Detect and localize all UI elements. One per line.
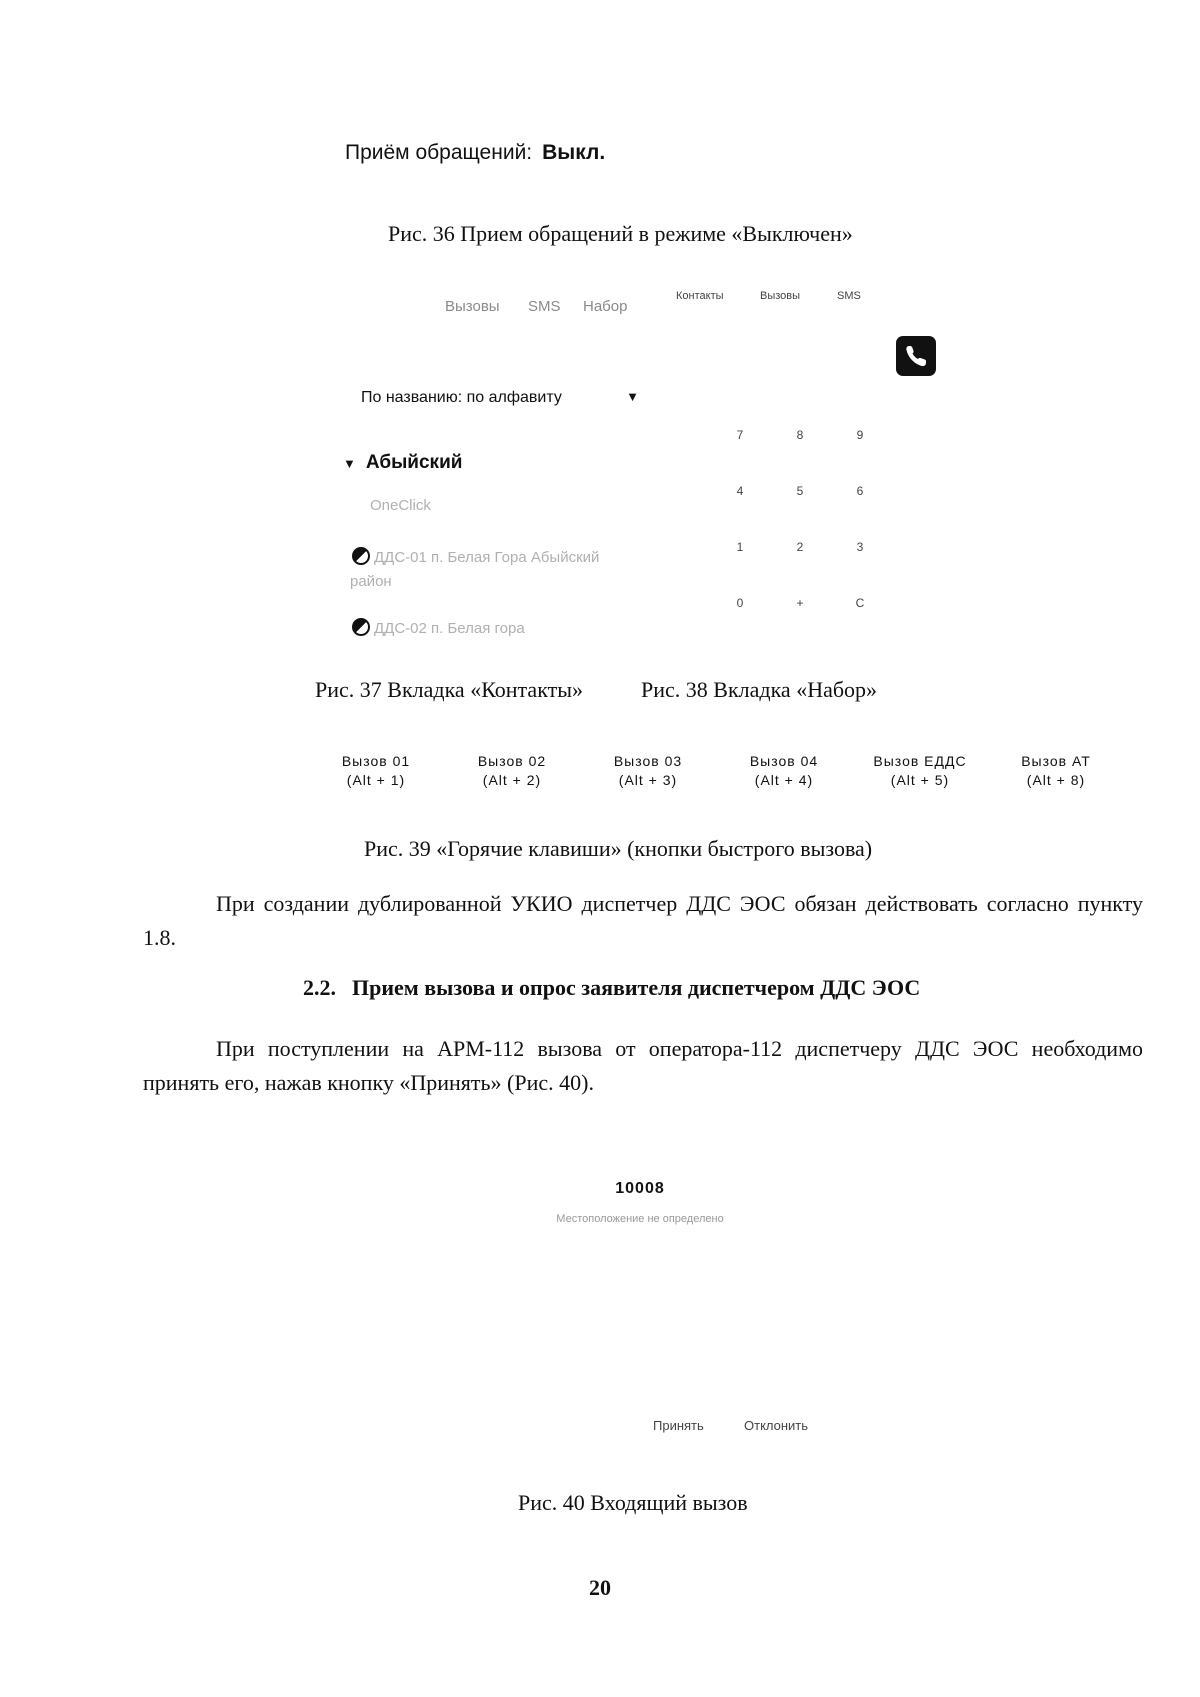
contact-name-continued: район	[350, 573, 392, 590]
tab-calls[interactable]: Вызовы	[445, 298, 500, 315]
keypad-key-6[interactable]: 6	[856, 484, 864, 498]
contact-group[interactable]	[343, 452, 462, 474]
fig37-caption: Рис. 37 Вкладка «Контакты»	[315, 677, 583, 702]
contact-name: ДДС-02 п. Белая гора	[374, 620, 525, 637]
keypad-key-8[interactable]: 8	[796, 428, 804, 442]
hotkey-shortcut: (Alt + 5)	[890, 772, 950, 788]
expand-toggle-icon[interactable]: ▼	[343, 456, 356, 471]
tab-dial[interactable]: Набор	[583, 298, 628, 315]
hotkey-shortcut: (Alt + 1)	[346, 772, 406, 788]
fig36-caption: Рис. 36 Прием обращений в режиме «Выключен»	[388, 221, 853, 246]
reception-status-label: Приём обращений:	[345, 141, 533, 164]
keypad-key-7[interactable]: 7	[736, 428, 744, 442]
keypad-key-4[interactable]: 4	[736, 484, 744, 498]
hotkey-label: Вызов 02	[477, 753, 547, 769]
hotkey-call-04[interactable]	[714, 752, 854, 790]
keypad-key-9[interactable]: 9	[856, 428, 864, 442]
reception-status	[345, 141, 605, 165]
keypad-key-clear[interactable]: C	[855, 596, 865, 610]
sort-select-value: По названию: по алфавиту	[361, 389, 562, 406]
keypad-key-3[interactable]: 3	[856, 540, 864, 554]
sort-select[interactable]	[361, 389, 639, 407]
globe-icon	[352, 618, 370, 636]
fig38-caption: Рис. 38 Вкладка «Набор»	[641, 677, 878, 702]
hotkey-shortcut: (Alt + 8)	[1026, 772, 1086, 788]
hotkey-label: Вызов АТ	[1021, 753, 1091, 769]
paragraph-duplicated-ukio: При создании дублированной УКИО диспетчер ДДС ЭОС обязан действовать согласно пункту 1.8.	[143, 891, 1143, 950]
hotkey-call-01[interactable]	[306, 752, 446, 790]
contact-item-dds01[interactable]	[352, 547, 599, 566]
fig40-caption: Рис. 40 Входящий вызов	[518, 1490, 748, 1515]
section-title: Прием вызова и опрос заявителя диспетчером ДДС ЭОС	[352, 975, 921, 1000]
reception-status-value: Выкл.	[542, 141, 606, 164]
keypad-key-2[interactable]: 2	[796, 540, 804, 554]
tab-contacts[interactable]: Контакты	[676, 290, 724, 302]
hotkey-call-03[interactable]	[578, 752, 718, 790]
keypad-key-0[interactable]: 0	[736, 596, 744, 610]
keypad-key-1[interactable]: 1	[736, 540, 744, 554]
contact-group-name: Абыйский	[365, 452, 463, 473]
page-number: 20	[589, 1575, 611, 1600]
hotkey-shortcut: (Alt + 3)	[618, 772, 678, 788]
tab-calls[interactable]: Вызовы	[760, 290, 801, 302]
globe-icon	[352, 547, 370, 565]
section-number: 2.2.	[303, 975, 336, 1000]
hotkey-shortcut: (Alt + 4)	[754, 772, 814, 788]
section-heading	[303, 975, 920, 1001]
phone-icon	[896, 336, 936, 376]
paragraph-incoming-call: При поступлении на АРМ-112 вызова от оператора-112 диспетчеру ДДС ЭОС необходимо принять его, нажав кнопку «Принять» (Рис. 40).	[143, 1036, 1143, 1095]
hotkey-label: Вызов 03	[613, 753, 683, 769]
fig39-caption: Рис. 39 «Горячие клавиши» (кнопки быстрого вызова)	[364, 836, 873, 861]
hotkey-call-edds[interactable]	[850, 752, 990, 790]
hotkey-shortcut: (Alt + 2)	[482, 772, 542, 788]
hotkey-label: Вызов ЕДДС	[873, 753, 967, 769]
call-button[interactable]	[896, 336, 936, 376]
incoming-call-location: Местоположение не определено	[556, 1213, 724, 1225]
incoming-call-number: 10008	[615, 1180, 665, 1197]
accept-button[interactable]: Принять	[653, 1418, 704, 1433]
contact-name: ДДС-01 п. Белая Гора Абыйский	[374, 549, 600, 566]
chevron-down-icon: ▼	[626, 389, 639, 404]
hotkey-label: Вызов 04	[749, 753, 819, 769]
tab-sms[interactable]: SMS	[837, 290, 861, 302]
hotkey-call-at[interactable]	[986, 752, 1126, 790]
contact-item-oneclick[interactable]: OneClick	[370, 497, 431, 514]
reject-button[interactable]: Отклонить	[744, 1418, 809, 1433]
contact-item-dds02[interactable]	[352, 618, 525, 637]
hotkey-call-02[interactable]	[442, 752, 582, 790]
hotkey-label: Вызов 01	[341, 753, 411, 769]
keypad-key-plus[interactable]: +	[796, 596, 804, 610]
tab-sms[interactable]: SMS	[528, 298, 561, 315]
keypad-key-5[interactable]: 5	[796, 484, 804, 498]
